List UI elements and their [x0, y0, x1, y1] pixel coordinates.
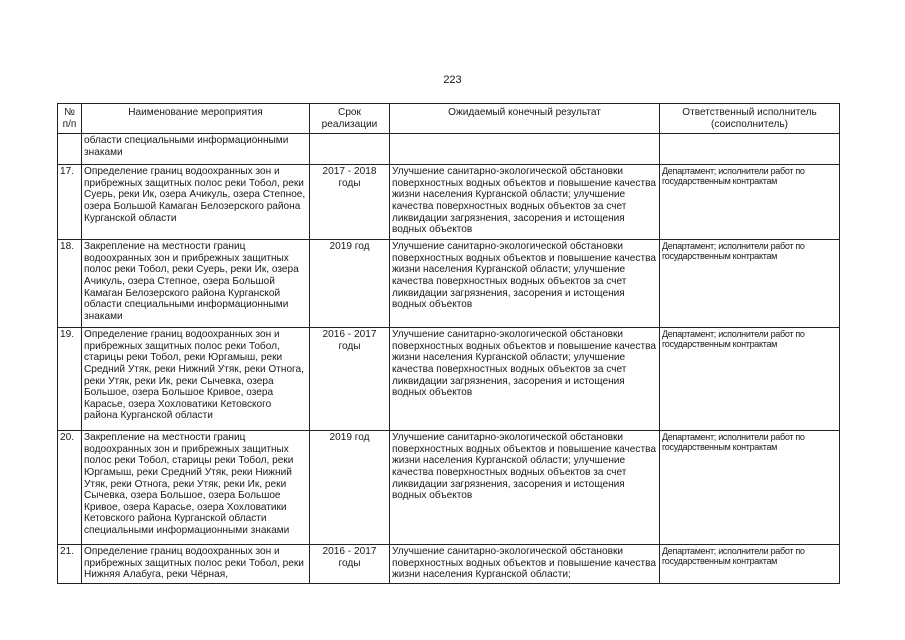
table-row — [58, 431, 840, 545]
header-executor: Ответственный исполнитель (соисполнитель) — [660, 104, 840, 134]
table-row — [58, 545, 840, 584]
row-term: 2016 - 2017 годы — [310, 328, 390, 431]
row-name: Закрепление на местности границ водоохранных зон и прибрежных защитных полос реки Тобол, старицы реки Тобол, реки Юргамыш, реки Средний Утяк, реки Нижний Утяк, реки Отнога, реки Утяк, реки Ик, реки Сычевка, озера Большое, озера Большое Кривое, озера Карасье, озера Хохловатики Кетовского района Курганской области специальными информационными знаками — [82, 431, 310, 545]
row-result: Улучшение санитарно-экологической обстановки поверхностных водных объектов и повышение качества жизни населения Курганской области; улучшение качества поверхностных водных объектов за счет ликвидации загрязнения, засорения и истощения водных объектов — [390, 240, 660, 328]
table-row — [58, 134, 840, 165]
row-num: 17. — [58, 165, 82, 240]
table-row — [58, 165, 840, 240]
row-name: Определение границ водоохранных зон и прибрежных защитных полос реки Тобол, старицы реки Тобол, реки Юргамыш, реки Средний Утяк, реки Нижний Утяк, реки Отнога, реки Утяк, реки Ик, реки Сычевка, озера Большое, озера Большое Кривое, озера Карасье, озера Хохловатики Кетовского района Курганской области — [82, 328, 310, 431]
row-term: 2017 - 2018 годы — [310, 165, 390, 240]
row-num: 18. — [58, 240, 82, 328]
row-result: Улучшение санитарно-экологической обстановки поверхностных водных объектов и повышение качества жизни населения Курганской области; улучшение качества поверхностных водных объектов за счет ликвидации загрязнения, засорения и истощения водных объектов — [390, 431, 660, 545]
row-term: 2016 - 2017 годы — [310, 545, 390, 584]
row-name: области специальными информационными знаками — [82, 134, 310, 165]
row-term — [310, 134, 390, 165]
table-row — [58, 328, 840, 431]
page-number: 223 — [443, 74, 462, 86]
row-executor — [660, 134, 840, 165]
measures-table — [57, 103, 840, 584]
row-executor: Департамент; исполнители работ по государственным контрактам — [660, 431, 840, 545]
row-result: Улучшение санитарно-экологической обстановки поверхностных водных объектов и повышение качества жизни населения Курганской области; улучшение качества поверхностных водных объектов за счет ликвидации загрязнения, засорения и истощения водных объектов — [390, 165, 660, 240]
row-executor: Департамент; исполнители работ по государственным контрактам — [660, 165, 840, 240]
row-name: Закрепление на местности границ водоохранных зон и прибрежных защитных полос реки Тобол, реки Суерь, реки Ик, озера Ачикуль, озера Степное, озера Большой Камаган Белозерского района Курганской области специальными информационными знаками — [82, 240, 310, 328]
row-executor: Департамент; исполнители работ по государственным контрактам — [660, 328, 840, 431]
row-executor: Департамент; исполнители работ по государственным контрактам — [660, 545, 840, 584]
row-result — [390, 134, 660, 165]
row-num: 19. — [58, 328, 82, 431]
row-num: 21. — [58, 545, 82, 584]
row-name: Определение границ водоохранных зон и прибрежных защитных полос реки Тобол, реки Суерь, реки Ик, озера Ачикуль, озера Степное, озера Большой Камаган Белозерского района Курганской области — [82, 165, 310, 240]
row-num — [58, 134, 82, 165]
header-name: Наименование мероприятия — [82, 104, 310, 134]
row-result: Улучшение санитарно-экологической обстановки поверхностных водных объектов и повышение качества жизни населения Курганской области; улучшение качества поверхностных водных объектов за счет ликвидации загрязнения, засорения и истощения водных объектов — [390, 328, 660, 431]
table-row — [58, 240, 840, 328]
row-result: Улучшение санитарно-экологической обстановки поверхностных водных объектов и повышение качества жизни населения Курганской области; — [390, 545, 660, 584]
row-term: 2019 год — [310, 240, 390, 328]
header-num: № п/п — [58, 104, 82, 134]
row-num: 20. — [58, 431, 82, 545]
row-term: 2019 год — [310, 431, 390, 545]
header-result: Ожидаемый конечный результат — [390, 104, 660, 134]
header-term: Срок реализации — [310, 104, 390, 134]
row-name: Определение границ водоохранных зон и прибрежных защитных полос реки Тобол, реки Нижняя Алабуга, реки Чёрная, — [82, 545, 310, 584]
table-header-row — [58, 104, 840, 134]
row-executor: Департамент; исполнители работ по государственным контрактам — [660, 240, 840, 328]
